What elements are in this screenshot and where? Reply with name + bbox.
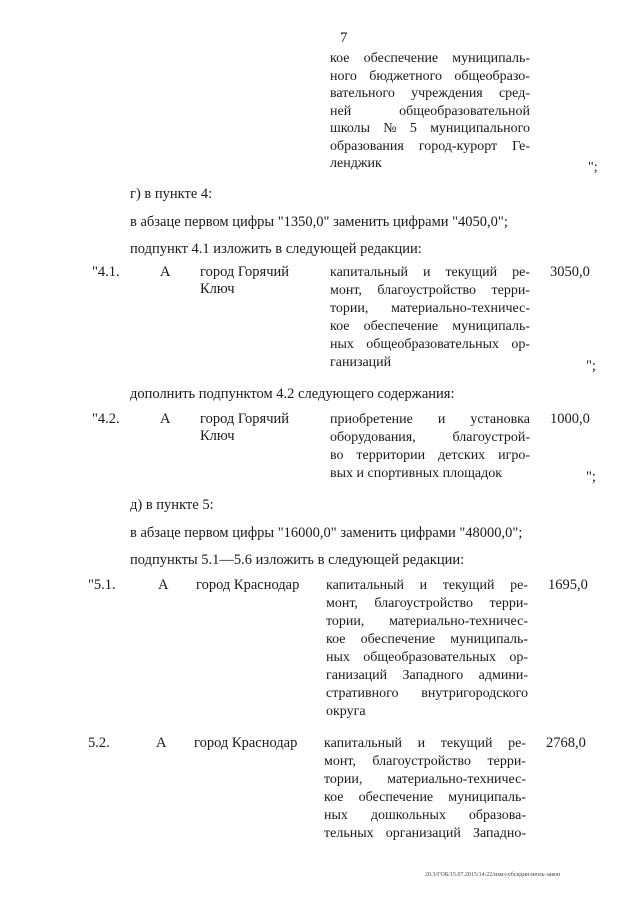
instruction-replace-figures-4: в абзаце первом цифры "1350,0" заменить цифрами "4050,0";: [130, 214, 508, 230]
word: материально-техничес-: [387, 772, 526, 787]
word: монт,: [324, 754, 356, 769]
entry-description: [324, 735, 526, 843]
footer-file-reference: 20.3/ГОБ/15.07.2015/14:22/изм-субсидии-июль-закон: [425, 872, 561, 878]
word: ных: [326, 650, 350, 665]
entry-place: [200, 411, 289, 445]
instruction-add-4-2: дополнить подпунктом 4.2 следующего содержания:: [130, 386, 455, 402]
word: сред-: [498, 86, 530, 101]
word: установка: [470, 412, 530, 427]
word: и: [422, 265, 431, 280]
word: ных: [330, 337, 354, 352]
word: образова-: [468, 808, 526, 823]
entry-description-line: округа: [326, 704, 366, 719]
word: Западно-: [472, 826, 526, 841]
entry-number: "4.1.: [92, 264, 120, 280]
word: ор-: [509, 650, 528, 665]
entry-amount: 3050,0: [550, 264, 590, 280]
word: и: [437, 412, 446, 427]
entry-place-line: Ключ: [200, 428, 235, 444]
word: общеобразо-: [454, 68, 530, 84]
entry-description: [330, 264, 530, 372]
word: материально-техничес-: [389, 614, 528, 629]
entry-description-line: [324, 789, 526, 807]
word: школы: [330, 121, 371, 136]
entry-description-line: [330, 411, 530, 429]
instruction-item-d: д) в пункте 5:: [130, 497, 214, 513]
word: ного: [330, 68, 357, 84]
entry-closing-quote: ";: [586, 358, 596, 374]
entry-category: А: [160, 264, 171, 280]
word: 5: [409, 121, 417, 136]
entry-description-line: [326, 595, 528, 613]
entry-place: [196, 577, 299, 594]
word: приобретение: [330, 412, 413, 427]
word: благоустройство: [377, 283, 477, 298]
entry-place-line: город Краснодар: [196, 577, 300, 593]
word: муниципаль-: [450, 632, 528, 647]
entry-description-line: [330, 447, 530, 465]
continuation-line: [330, 120, 530, 138]
entry-description-line: [330, 318, 530, 336]
entry-place: [194, 735, 297, 752]
word: учреждения: [411, 86, 483, 101]
entry-description-line: [330, 264, 530, 282]
word: город-курорт: [418, 138, 498, 154]
word: тории,: [324, 772, 363, 787]
word: организаций: [385, 826, 461, 841]
word: текущий: [445, 265, 498, 280]
word: благоустрой-: [452, 430, 530, 445]
entry-description-line: [330, 429, 530, 447]
entry-description-line: [330, 336, 530, 354]
word: текущий: [442, 578, 495, 593]
word: кое: [330, 319, 350, 334]
word: капитальный: [330, 265, 408, 280]
word: обеспечение: [363, 319, 439, 334]
continuation-line: [330, 138, 530, 156]
word: обеспечение: [360, 632, 436, 647]
word: тельных: [324, 826, 374, 841]
entry-description-line: [324, 771, 526, 789]
entry-number: "4.2.: [92, 411, 120, 427]
entry-number: "5.1.: [88, 577, 116, 593]
entry-place-line: город Горячий: [200, 411, 290, 427]
entry-amount: 1000,0: [550, 411, 590, 427]
continuation-text: [330, 50, 530, 173]
word: муниципаль-: [448, 790, 526, 805]
word: оборудования,: [330, 430, 416, 445]
entry-category: А: [156, 735, 167, 751]
entry-description-line: [330, 300, 530, 318]
word: капитальный: [326, 578, 404, 593]
entry-description-line: [324, 825, 526, 843]
entry-description-line: [330, 282, 530, 300]
entry-description-line: [326, 613, 528, 631]
word: общеобразовательных: [363, 650, 496, 665]
entry-place: [200, 264, 289, 298]
word: во: [330, 448, 344, 463]
word: общеобразовательных: [366, 337, 499, 352]
word: терри-: [489, 596, 528, 611]
continuation-line: ленджик: [330, 156, 382, 171]
instruction-edit-5: подпункты 5.1—5.6 изложить в следующей редакции:: [130, 552, 465, 568]
word: и: [419, 578, 428, 593]
word: дошкольных: [370, 808, 446, 823]
word: монт,: [326, 596, 358, 611]
instruction-edit-4-1: подпункт 4.1 изложить в следующей редакции:: [130, 241, 422, 257]
word: обеспечение: [358, 790, 434, 805]
word: внутригородского: [421, 686, 528, 701]
continuation-line: [330, 103, 530, 121]
entry-description-line: [326, 631, 528, 649]
word: ор-: [511, 337, 530, 352]
entry-description-line: [326, 577, 528, 595]
word: ных: [324, 808, 348, 823]
entry-category: А: [158, 577, 169, 593]
continuation-closing-quote: ";: [588, 160, 598, 175]
entry-closing-quote: ";: [586, 469, 596, 485]
word: муниципаль-: [452, 51, 530, 66]
entry-amount: 1695,0: [548, 577, 588, 593]
instruction-replace-figures-5: в абзаце первом цифры "16000,0" заменить цифрами "48000,0";: [130, 525, 523, 541]
word: и: [417, 736, 426, 751]
word: стративного: [326, 686, 399, 701]
entry-description-line: [326, 667, 528, 685]
word: кое: [324, 790, 344, 805]
continuation-line: [330, 68, 530, 86]
word: кое: [330, 51, 350, 66]
word: ре-: [512, 265, 530, 280]
entry-description-line: [326, 649, 528, 667]
entry-description-line: [324, 735, 526, 753]
word: текущий: [440, 736, 493, 751]
instruction-item-g: г) в пункте 4:: [130, 186, 213, 202]
word: благоустройство: [372, 754, 472, 769]
entry-description-line: [324, 753, 526, 771]
entry-place-line: город Горячий: [200, 264, 290, 280]
word: ре-: [510, 578, 528, 593]
word: вательного: [330, 86, 395, 101]
word: Ге-: [512, 138, 530, 154]
word: капитальный: [324, 736, 402, 751]
word: админи-: [478, 668, 528, 683]
word: общеобразовательной: [399, 103, 530, 119]
entry-place-line: город Краснодар: [194, 735, 298, 751]
entry-description-line: [324, 807, 526, 825]
word: Западного: [402, 668, 464, 683]
word: ганизаций: [326, 668, 388, 683]
word: бюджетного: [369, 68, 442, 84]
word: ре-: [508, 736, 526, 751]
word: территории: [356, 448, 426, 463]
entry-description: [330, 411, 530, 483]
word: тории,: [330, 301, 369, 316]
entry-category: А: [160, 411, 171, 427]
entry-description-line: ганизаций: [330, 355, 392, 370]
word: образования: [330, 138, 404, 154]
word: тории,: [326, 614, 365, 629]
continuation-line: [330, 85, 530, 103]
entry-description-line: [326, 685, 528, 703]
word: детских: [438, 448, 486, 463]
word: №: [383, 121, 397, 136]
word: муниципального: [430, 121, 530, 136]
entry-place-line: Ключ: [200, 281, 235, 297]
word: кое: [326, 632, 346, 647]
entry-number: 5.2.: [88, 735, 110, 751]
entry-amount: 2768,0: [546, 735, 586, 751]
word: обеспечение: [363, 51, 439, 66]
word: терри-: [487, 754, 526, 769]
entry-description: [326, 577, 528, 721]
word: терри-: [491, 283, 530, 298]
word: муниципаль-: [452, 319, 530, 334]
word: благоустройство: [374, 596, 474, 611]
word: игро-: [498, 448, 530, 463]
entry-description-line: вых и спортивных площадок: [330, 466, 503, 481]
word: материально-техничес-: [391, 301, 530, 316]
continuation-line: [330, 50, 530, 68]
word: монт,: [330, 283, 362, 298]
page-number: 7: [340, 30, 348, 46]
word: ней: [330, 103, 352, 119]
